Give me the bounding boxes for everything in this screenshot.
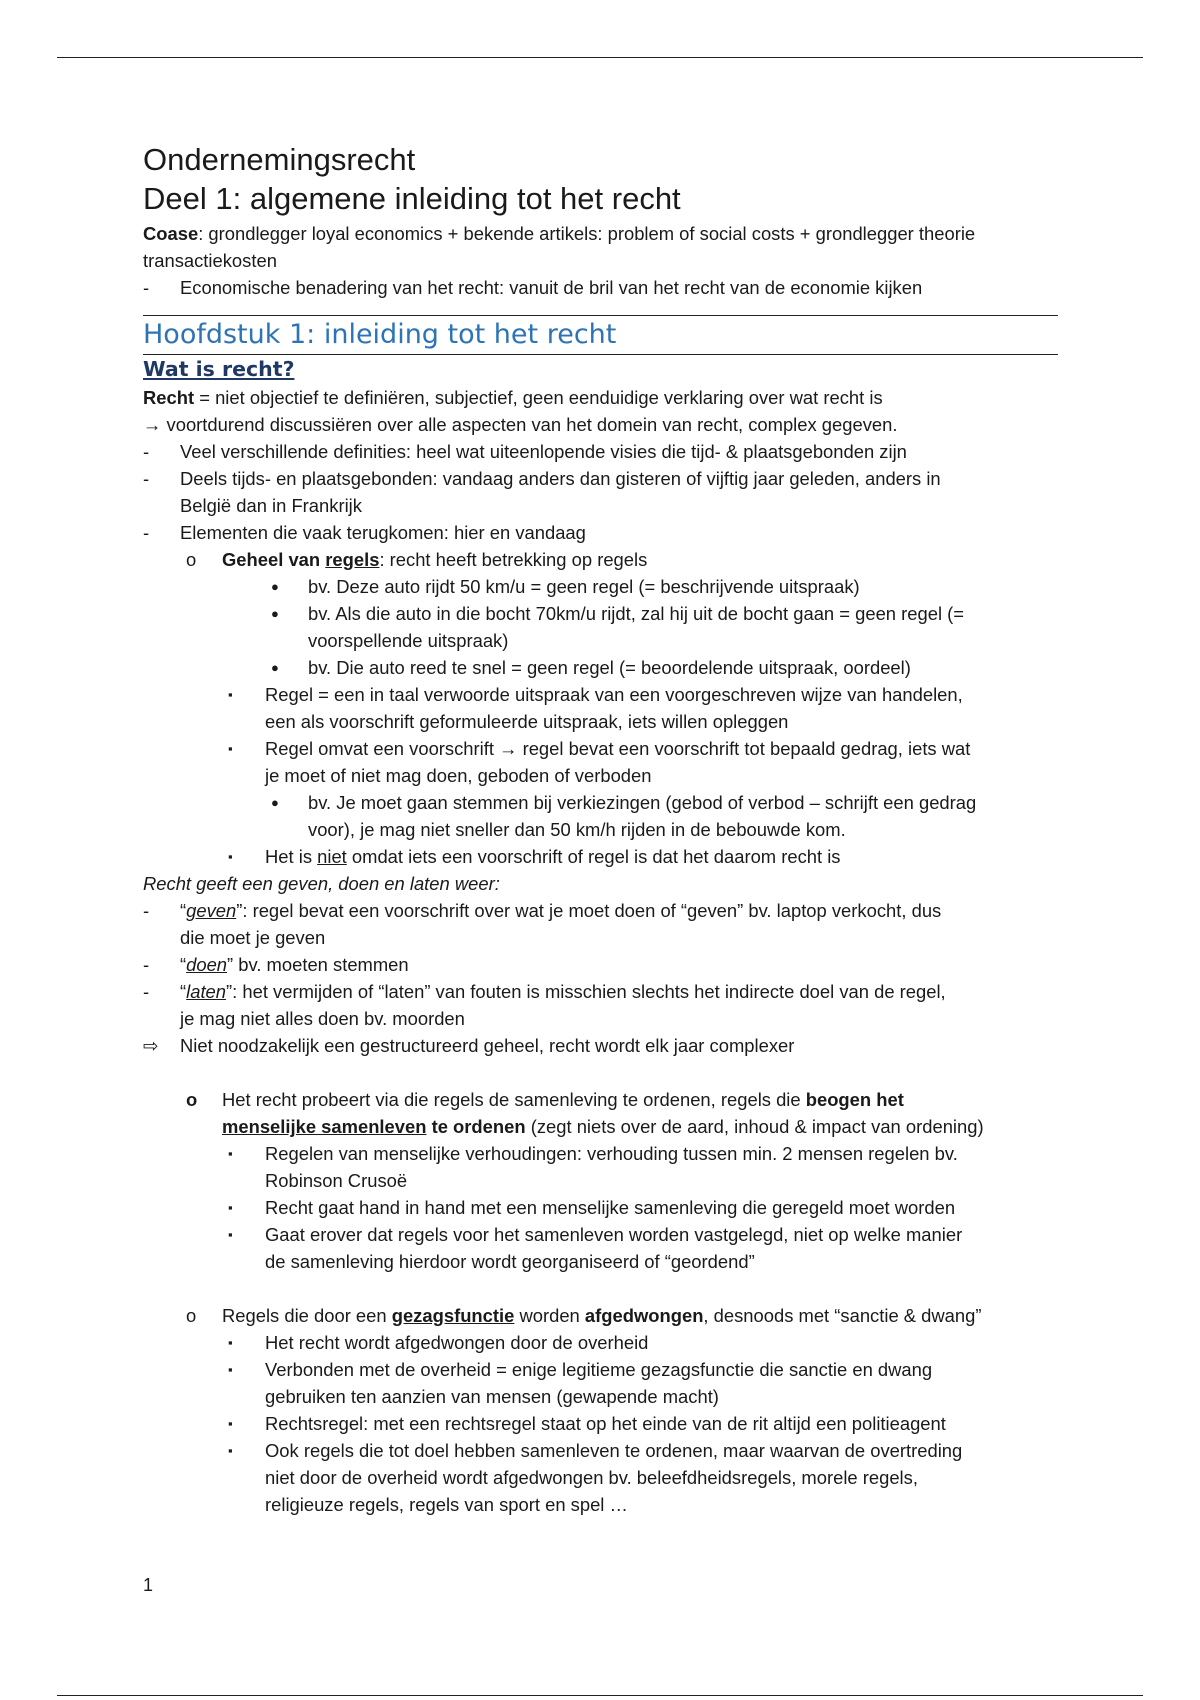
square-item-cont: je moet of niet mag doen, geboden of verboden [265,765,652,786]
square-item: ▪ Recht gaat hand in hand met een menselijke samenleving die geregeld moet worden [228,1197,956,1218]
header-rule [57,57,1143,58]
list-item: - Veel verschillende definities: heel wat uiteenlopende visies die tijd- & plaatsgebonden zijn [143,441,907,462]
doen-item: - “doen” bv. moeten stemmen [143,954,409,975]
document-page [143,138,1058,1518]
square-item: ▪ Regel = een in taal verwoorde uitspraak van een voorgeschreven wijze van handelen, [228,684,963,705]
geven-item: - “geven”: regel bevat een voorschrift over wat je moet doen of “geven” bv. laptop verkocht, dus [143,900,942,921]
laten-item-cont: je mag niet alles doen bv. moorden [180,1008,465,1029]
example-item: ● bv. Die auto reed te snel = geen regel (= beoordelende uitspraak, oordeel) [271,657,911,678]
list-item: - Elementen die vaak terugkomen: hier en vandaag [143,522,586,543]
arrow-icon: → [143,414,162,435]
square-item: ▪ Verbonden met de overheid = enige legitieme gezagsfunctie die sanctie en dwang [228,1359,933,1380]
example-item-cont: voor), je mag niet sneller dan 50 km/h rijden in de bebouwde kom. [308,819,846,840]
list-item-cont: België dan in Frankrijk [180,495,362,516]
ordenen-item-cont: menselijke samenleven te ordenen (zegt niets over de aard, inhoud & impact van ordening) [222,1116,984,1137]
recht-definition: Recht = niet objectief te definiëren, subjectief, geen eenduidige verklaring over wat recht is [143,387,883,408]
geven-item-cont: die moet je geven [180,927,326,948]
gezag-item: o Regels die door een gezagsfunctie worden afgedwongen, desnoods met “sanctie & dwang” [186,1305,982,1326]
square-item-cont: gebruiken ten aanzien van mensen (gewapende macht) [265,1386,719,1407]
section-heading: Wat is recht? [143,357,295,381]
document-title: Ondernemingsrecht [143,142,416,177]
coase-line: Coase: grondlegger loyal economics + bekende artikels: problem of social costs + grondlegger theorie [143,223,976,244]
arrow-icon: → [499,738,518,759]
chapter-heading: Hoofdstuk 1: inleiding tot het recht [143,319,617,350]
conclusion-item: ⇨ Niet noodzakelijk een gestructureerd geheel, recht wordt elk jaar complexer [143,1032,1058,1059]
square-item: ▪ Regelen van menselijke verhoudingen: verhouding tussen min. 2 mensen regelen bv. [228,1143,958,1164]
square-item-cont: niet door de overheid wordt afgedwongen bv. beleefdheidsregels, morele regels, [265,1467,918,1488]
square-item: ▪ Ook regels die tot doel hebben samenleven te ordenen, maar waarvan de overtreding [228,1440,963,1461]
example-item: ● bv. Als die auto in die bocht 70km/u rijdt, zal hij uit de bocht gaan = geen regel (= [271,603,965,624]
laten-item: - “laten”: het vermijden of “laten” van fouten is misschien slechts het indirecte doel van de regel, [143,981,946,1002]
square-item: ▪ Het recht wordt afgedwongen door de overheid [228,1332,649,1353]
square-item-cont: een als voorschrift geformuleerde uitspraak, iets willen opleggen [265,711,789,732]
example-item-cont: voorspellende uitspraak) [308,630,509,651]
ordenen-item: o Het recht probeert via die regels de samenleving te ordenen, regels die beogen het [186,1089,904,1110]
square-item: ▪ Gaat erover dat regels voor het samenleven worden vastgelegd, niet op welke manier [228,1224,963,1245]
footer-rule [57,1695,1143,1696]
coase-bullet: - Economische benadering van het recht: vanuit de bril van het recht van de economie kijken [143,274,1058,301]
coase-line-cont: transactiekosten [143,250,277,271]
square-item: ▪ Regel omvat een voorschrift → regel bevat een voorschrift tot bepaald gedrag, iets wat [228,738,971,759]
square-item-cont: Robinson Crusoë [265,1170,408,1191]
example-item: ● bv. Je moet gaan stemmen bij verkiezingen (gebod of verbod – schrijft een gedrag [271,792,977,813]
example-item: ● bv. Deze auto rijdt 50 km/u = geen regel (= beschrijvende uitspraak) [271,576,860,597]
document-subtitle: Deel 1: algemene inleiding tot het recht [143,181,681,216]
hollow-arrow-icon: ⇨ [143,1035,159,1056]
regels-item: o Geheel van regels: recht heeft betrekking op regels [186,549,648,570]
arrow-line: → voortdurend discussiëren over alle aspecten van het domein van recht, complex gegeven. [143,414,898,435]
square-item-cont: de samenleving hierdoor wordt georganiseerd of “geordend” [265,1251,755,1272]
italic-intro: Recht geeft een geven, doen en laten weer: [143,873,500,894]
square-item: ▪ Het is niet omdat iets een voorschrift of regel is dat het daarom recht is [228,846,841,867]
square-item-cont: religieuze regels, regels van sport en spel … [265,1494,628,1515]
dash-marker: - [143,277,150,298]
page-number: 1 [143,1575,154,1595]
square-item: ▪ Rechtsregel: met een rechtsregel staat op het einde van de rit altijd een politieagent [228,1413,946,1434]
list-item: - Deels tijds- en plaatsgebonden: vandaag anders dan gisteren of vijftig jaar geleden, anders in [143,468,941,489]
